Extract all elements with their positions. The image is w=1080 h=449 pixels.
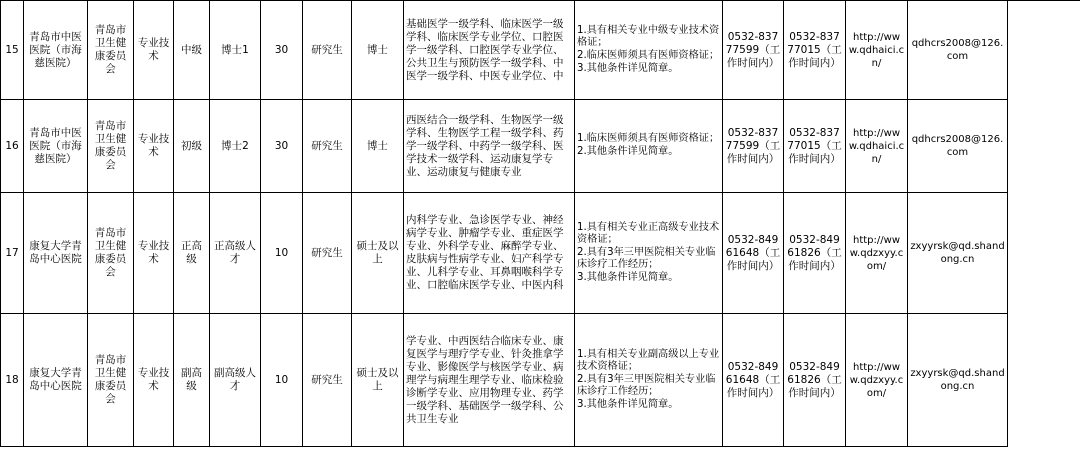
- degree-requirement: 博士: [352, 100, 404, 193]
- major-requirement: 基础医学一级学科、临床医学一级学科、临床医学专业学位、口腔医学一级学科、口腔医学专业学位、公共卫生与预防医学一级学科、中医学一级学科、中医专业学位、中: [404, 1, 575, 100]
- post-level: 正高级: [174, 193, 210, 314]
- consult-phone: 0532-84961648（工作时间内）: [723, 314, 784, 447]
- hiring-count: 30: [261, 100, 303, 193]
- employer-name: 康复大学青岛中心医院: [24, 193, 88, 314]
- post-category: 专业技术: [134, 314, 174, 447]
- post-name: 正高级人才: [210, 193, 261, 314]
- website-link[interactable]: http://www.qdzxyy.com/: [846, 193, 908, 314]
- education-requirement: 研究生: [303, 193, 352, 314]
- table-row: [1, 1, 1008, 100]
- post-name: 副高级人才: [210, 314, 261, 447]
- email-address[interactable]: qdhcrs2008@126.com: [908, 100, 1008, 193]
- post-level: 中级: [174, 1, 210, 100]
- email-address[interactable]: zxyyrsk@qd.shandong.cn: [908, 193, 1008, 314]
- major-requirement: 内科学专业、急诊医学专业、神经病学专业、肿瘤学专业、重症医学专业、外科学专业、麻醉学专业、皮肤病与性病学专业、妇产科学专业、儿科学专业、耳鼻咽喉科学专业、口腔临床医学专业、中医内科: [404, 193, 575, 314]
- major-requirement: 西医结合一级学科、生物医学一级学科、生物医学工程一级学科、药学一级学科、中药学一级学科、医学技术一级学科、运动康复学专业、运动康复与健康专业: [404, 100, 575, 193]
- supervise-phone: 0532-83777015（工作时间内）: [784, 1, 846, 100]
- employer-name: 青岛市中医医院（市海慈医院）: [24, 1, 88, 100]
- consult-phone: 0532-84961648（工作时间内）: [723, 193, 784, 314]
- website-link[interactable]: http://www.qdzxyy.com/: [846, 314, 908, 447]
- post-name: 博士2: [210, 100, 261, 193]
- supervising-department: 青岛市卫生健康委员会: [88, 193, 134, 314]
- website-link[interactable]: http://www.qdhaici.cn/: [846, 1, 908, 100]
- employer-name: 康复大学青岛中心医院: [24, 314, 88, 447]
- other-requirements: 1.具有相关专业中级专业技术资格证； 2.临床医师须具有医师资格证； 3.其他条件详见简章。: [575, 1, 723, 100]
- post-category: 专业技术: [134, 193, 174, 314]
- education-requirement: 研究生: [303, 314, 352, 447]
- email-address[interactable]: qdhcrs2008@126.com: [908, 1, 1008, 100]
- post-category: 专业技术: [134, 100, 174, 193]
- row-number: 18: [1, 314, 24, 447]
- email-address[interactable]: zxyyrsk@qd.shandong.cn: [908, 314, 1008, 447]
- table-row: [1, 314, 1008, 447]
- hiring-count: 10: [261, 314, 303, 447]
- post-level: 副高级: [174, 314, 210, 447]
- table-row: [1, 193, 1008, 314]
- supervising-department: 青岛市卫生健康委员会: [88, 100, 134, 193]
- employer-name: 青岛市中医医院（市海慈医院）: [24, 100, 88, 193]
- major-requirement: 学专业、中西医结合临床专业、康复医学与理疗学专业、针灸推拿学专业、影像医学与核医学专业、病理学与病理生理学专业、临床检验诊断学专业、应用物理专业、药学一级学科、基础医学一级学科、公共卫生专业: [404, 314, 575, 447]
- supervising-department: 青岛市卫生健康委员会: [88, 1, 134, 100]
- other-requirements: 1.具有相关专业副高级以上专业技术资格证； 2.具有3年三甲医院相关专业临床诊疗工作经历； 3.其他条件详见简章。: [575, 314, 723, 447]
- education-requirement: 研究生: [303, 1, 352, 100]
- row-number: 15: [1, 1, 24, 100]
- post-name: 博士1: [210, 1, 261, 100]
- education-requirement: 研究生: [303, 100, 352, 193]
- website-link[interactable]: http://www.qdhaici.cn/: [846, 100, 908, 193]
- other-requirements: 1.具有相关专业正高级专业技术资格证； 2.具有3年三甲医院相关专业临床诊疗工作经历； 3.其他条件详见简章。: [575, 193, 723, 314]
- consult-phone: 0532-83777599（工作时间内）: [723, 100, 784, 193]
- row-number: 17: [1, 193, 24, 314]
- supervise-phone: 0532-84961826（工作时间内）: [784, 314, 846, 447]
- row-number: 16: [1, 100, 24, 193]
- post-category: 专业技术: [134, 1, 174, 100]
- degree-requirement: 硕士及以上: [352, 314, 404, 447]
- supervising-department: 青岛市卫生健康委员会: [88, 314, 134, 447]
- hiring-count: 10: [261, 193, 303, 314]
- degree-requirement: 硕士及以上: [352, 193, 404, 314]
- table-row: [1, 100, 1008, 193]
- hiring-count: 30: [261, 1, 303, 100]
- supervise-phone: 0532-83777015（工作时间内）: [784, 100, 846, 193]
- post-level: 初级: [174, 100, 210, 193]
- supervise-phone: 0532-84961826（工作时间内）: [784, 193, 846, 314]
- degree-requirement: 博士: [352, 1, 404, 100]
- consult-phone: 0532-83777599（工作时间内）: [723, 1, 784, 100]
- other-requirements: 1.临床医师须具有医师资格证； 2.其他条件详见简章。: [575, 100, 723, 193]
